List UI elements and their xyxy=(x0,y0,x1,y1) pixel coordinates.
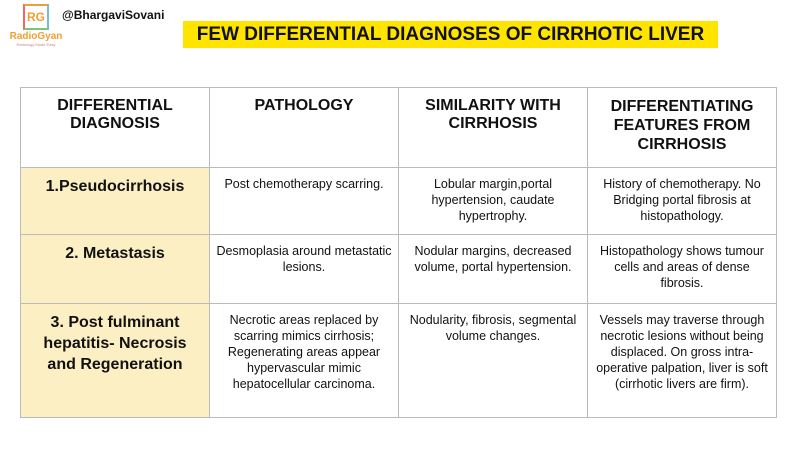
differential-table xyxy=(20,87,777,418)
radiogyan-logo xyxy=(8,4,64,47)
header-cell: SIMILARITY WITH CIRRHOSIS xyxy=(399,88,588,168)
header-row xyxy=(21,88,777,168)
diagnosis-cell: 3. Post fulminant hepatitis- Necrosis and Regeneration xyxy=(21,304,210,418)
table-cell: Necrotic areas replaced by scarring mimics cirrhosis; Regenerating areas appear hypervascular mimic hepatocellular carcinoma. xyxy=(210,304,399,418)
author-handle: @BhargaviSovani xyxy=(62,8,165,22)
page-title: FEW DIFFERENTIAL DIAGNOSES OF CIRRHOTIC LIVER xyxy=(183,21,718,48)
logo-mark: RG xyxy=(23,4,49,30)
table-cell: Nodular margins, decreased volume, portal hypertension. xyxy=(399,235,588,304)
diagnosis-cell: 1.Pseudocirrhosis xyxy=(21,168,210,235)
logo-tagline: Radiology Made Easy xyxy=(16,42,56,47)
table-row xyxy=(21,168,777,235)
table-cell: Nodularity, fibrosis, segmental volume changes. xyxy=(399,304,588,418)
table-cell: Vessels may traverse through necrotic lesions without being displaced. On gross intra-operative palpation, liver is soft (cirrhotic livers are firm). xyxy=(588,304,777,418)
header-cell: DIFFERENTIATING FEATURES FROM CIRRHOSIS xyxy=(588,88,777,168)
table-cell: Desmoplasia around metastatic lesions. xyxy=(210,235,399,304)
logo-brand: RadioGyan xyxy=(9,31,63,42)
header-cell: PATHOLOGY xyxy=(210,88,399,168)
header-cell: DIFFERENTIAL DIAGNOSIS xyxy=(21,88,210,168)
table-cell: Post chemotherapy scarring. xyxy=(210,168,399,235)
table-cell: Histopathology shows tumour cells and areas of dense fibrosis. xyxy=(588,235,777,304)
diagnosis-cell: 2. Metastasis xyxy=(21,235,210,304)
table-cell: History of chemotherapy. No Bridging portal fibrosis at histopathology. xyxy=(588,168,777,235)
table-row xyxy=(21,304,777,418)
table-cell: Lobular margin,portal hypertension, caudate hypertrophy. xyxy=(399,168,588,235)
table-row xyxy=(21,235,777,304)
